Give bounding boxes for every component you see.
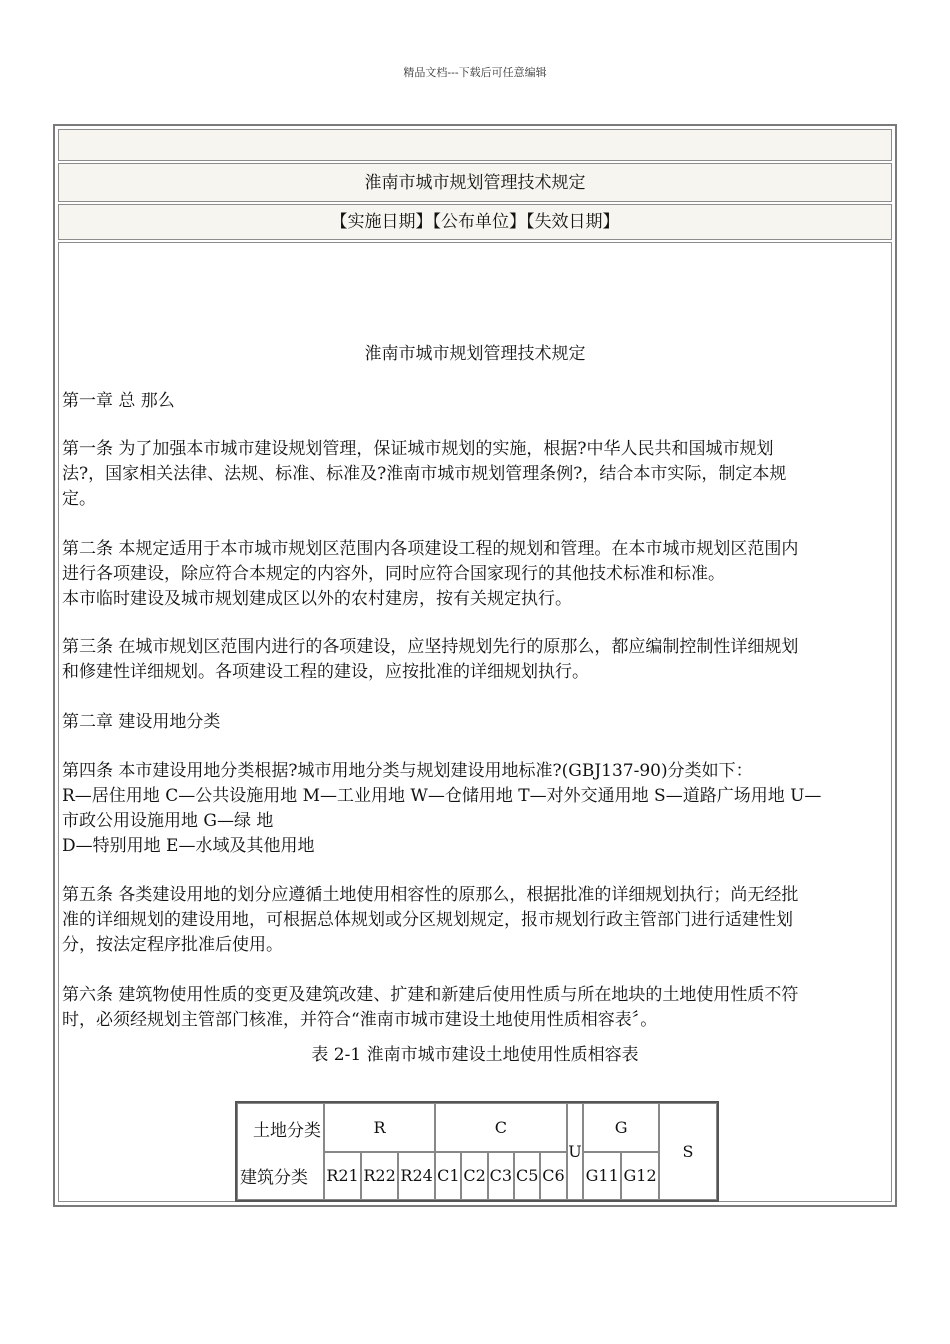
article-4: 第四条 本市建设用地分类根据?城市用地分类与规划建设用地标准?(GBJ137-90)分类如下： R—居住用地 C—公共设施用地 M—工业用地 W—仓储用地 T—对外交通用地 S—道路广场用地 U— 市政公用设施用地 G—绿 地 D—特别用地 E—水域及其他用地 bbox=[62, 761, 822, 856]
corner-label-building: 建筑分类 bbox=[240, 1167, 308, 1188]
sub-header-r21: R21 bbox=[324, 1152, 361, 1201]
table-caption: 表 2-1 淮南市城市建设土地使用性质相容表 bbox=[311, 1045, 639, 1065]
sub-header-c2: C2 bbox=[461, 1152, 487, 1201]
article-3: 第三条 在城市规划区范围内进行的各项建设，应坚持规划先行的原那么，都应编制控制性详细规划 和修建性详细规划。各项建设工程的建设，应按批准的详细规划执行。 bbox=[62, 637, 799, 682]
sub-header-c5: C5 bbox=[514, 1152, 540, 1201]
article-6: 第六条 建筑物使用性质的变更及建筑改建、扩建和新建后使用性质与所在地块的土地使用性质不符 时，必须经规划主管部门核准，并符合“淮南市城市建设土地使用性质相容表〞。 bbox=[62, 985, 799, 1030]
table-corner-cell bbox=[237, 1103, 324, 1200]
article-1: 第一条 为了加强本市城市建设规划管理，保证城市规划的实施，根据?中华人民共和国城市规划 法?，国家相关法律、法规、标准、标准及?淮南市城市规划管理条例?，结合本市实际，制定本规 定。 bbox=[62, 439, 787, 509]
document-title: 淮南市城市规划管理技术规定 bbox=[364, 344, 586, 364]
group-header-r: R bbox=[324, 1103, 435, 1152]
document-frame bbox=[53, 124, 897, 1207]
sub-header-g12: G12 bbox=[621, 1152, 659, 1201]
sub-header-r24: R24 bbox=[398, 1152, 435, 1201]
sub-header-c1: C1 bbox=[435, 1152, 461, 1201]
article-2: 第二条 本规定适用于本市城市规划区范围内各项建设工程的规划和管理。在本市城市规划区范围内 进行各项建设，除应符合本规定的内容外，同时应符合国家现行的其他技术标准和标准。 本市临时建设及城市规划建成区以外的农村建房，按有关规定执行。 bbox=[62, 539, 799, 609]
document-content bbox=[58, 242, 892, 1202]
corner-label-land: 土地分类 bbox=[253, 1120, 321, 1141]
sub-header-c6: C6 bbox=[540, 1152, 566, 1201]
article-5: 第五条 各类建设用地的划分应遵循土地使用相容性的原那么，根据批准的详细规划执行；尚无经批 准的详细规划的建设用地，可根据总体规划或分区规划规定，报市规划行政主管部门进行适建性划 分，按法定程序批准后使用。 bbox=[62, 885, 799, 955]
table-header-row bbox=[237, 1103, 717, 1152]
group-header-u: U bbox=[567, 1103, 584, 1200]
sub-header-r22: R22 bbox=[361, 1152, 398, 1201]
group-header-g: G bbox=[583, 1103, 659, 1152]
group-header-c: C bbox=[435, 1103, 566, 1152]
group-header-s: S bbox=[659, 1103, 717, 1200]
chapter-2-heading: 第二章 建设用地分类 bbox=[62, 712, 221, 732]
sub-header-g11: G11 bbox=[583, 1152, 621, 1201]
chapter-1-heading: 第一章 总 那么 bbox=[62, 391, 175, 411]
meta-bar: 【实施日期】【公布单位】【失效日期】 bbox=[58, 204, 892, 240]
page-header-note: 精品文档---下载后可任意编辑 bbox=[403, 66, 547, 79]
top-empty-bar bbox=[58, 129, 892, 161]
title-bar: 淮南市城市规划管理技术规定 bbox=[58, 163, 892, 202]
sub-header-c3: C3 bbox=[488, 1152, 514, 1201]
land-use-compatibility-table bbox=[235, 1101, 719, 1202]
